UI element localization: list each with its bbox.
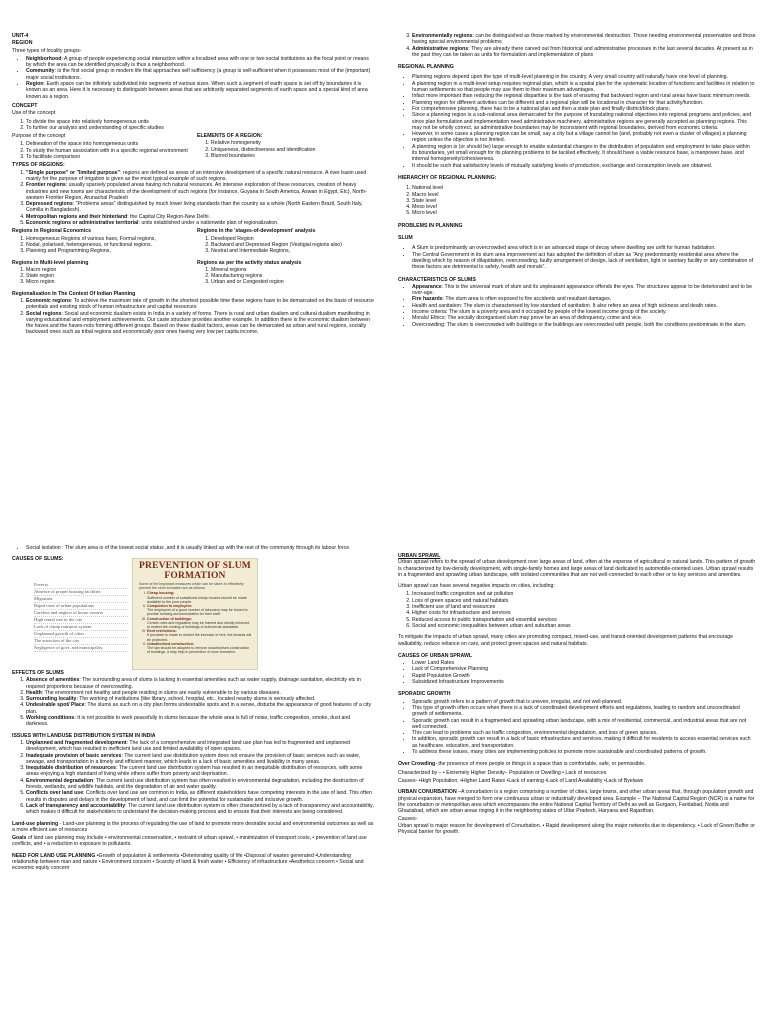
- list-item: 5. Reduced access to public transportation and essential services: [412, 617, 756, 623]
- list-item: 1. Absence of amenities: The surrounding area of slums is lacking in essential amenities such as water supply, drainage sanitation, electricity etc in required proportions because of overcrowding.: [26, 677, 374, 690]
- need-paragraph: NEED FOR LAND USE PLANNING •Growth of population & settlements •Deteriorating quality of life •Disposal of wastes generated •Understanding relationship between man and nature • Environment concern • Scarcity of land & fresh water • Efficiency of infrastructure •Aesthetics concern • Social and economic equity concern: [12, 852, 364, 872]
- list-item: • This can lead to problems such as traffic congestion, environmental degradation, and loss of green spaces.: [412, 730, 756, 736]
- list-item: Negligence of govt. and municipality.: [34, 645, 128, 652]
- list-item: V. Unauthorised construction: The law should be adopted to remove unauthorised construction of buildings, it may help in prevention of slum formation.: [147, 642, 253, 655]
- list-item: 4. Undesirable spot/ Place: The slums as such on a city plan forms undesirable spots and in a sense, disturbs the appearance of good features of a city plan.: [26, 702, 374, 715]
- list-item: • Overcrowding: The slum is overcrowded with buildings or the buildings are overcrowded with people, both the conditions predominate in the slum.: [412, 322, 756, 328]
- sprawl-paragraph-1: Urban sprawl refers to the spread of urban development over large areas of land, often at the expense of agricultural or natural lands. This pattern of growth is characterized by low-density development, with single-family homes and large areas of land dedicated to automobile-oriented uses. Urban sprawl results in a fragmented and sprawling urban landscape, with isolated communities that are not well-connected to each other or to key services and amenities.: [398, 559, 756, 578]
- unit-title: UNIT-4: [12, 33, 29, 39]
- list-item: I. Cheap housing: Sufficient number of subsidized cheap houses should be made available to the poor people.: [147, 591, 253, 604]
- list-item: 1. National level: [412, 185, 756, 191]
- column-bottom-left-2: [12, 670, 374, 874]
- list-item: 2. Uniqueness, distinctiveness and identification: [211, 147, 374, 153]
- list-item: 3. To facilitate comparison: [26, 154, 189, 160]
- column-top-right: [398, 33, 756, 330]
- list-item: 5. Working conditions: It is not possible to work peacefully in slums because the whole area is full of noise, traffic congestion, smoke, dust and darkness.: [26, 715, 374, 728]
- list-item: 1. Delineation of the space into homogeneous units: [26, 141, 189, 147]
- regions-econ-list: [12, 236, 189, 255]
- overcrowding-characteristics: Characterized by – • Extremely Higher Density– Population or Dwelling • Lack of resources: [398, 769, 607, 776]
- column-bottom-right: [398, 553, 756, 837]
- prevention-list: [137, 591, 253, 654]
- prevention-title: PREVENTION OF SLUM FORMATION: [139, 561, 251, 581]
- list-item: 1. Increased traffic congestion and air pollution: [412, 591, 756, 597]
- regions-row-1: [12, 228, 374, 256]
- list-item: • A planning region in a multi-level setup requires regional plan, which is a spatial plan for the systematic location of functions and facilities in relation to human settlements so that people may use them to their maximum advantages.: [412, 81, 756, 94]
- problems-heading: PROBLEMS IN PLANNING: [398, 222, 463, 229]
- list-item: II. Compulsion to employers: The employers of a good number of labourers may be forced to provide housing accommodation for their staff.: [147, 604, 253, 617]
- goals-paragraph: Goals of land use planning may include • environmental conservation, • restraint of urban sprawl, • minimization of transport costs, • prevention of land use conflicts, and • a reduction in exposure to pollutants.: [12, 835, 367, 848]
- effects-list: [12, 677, 374, 727]
- list-item: 5. Economic regions or administrative territorial: units established under a nationwide plan of regionalization.: [26, 220, 374, 226]
- list-item: 4. Meso level: [412, 204, 756, 210]
- region-heading: REGION: [12, 40, 33, 47]
- regions-stages-list: [197, 236, 374, 255]
- list-item: • Infact more important than reducing the regional disparities is the task of ensuring that backward region and rural areas have basic minimum needs.: [412, 93, 756, 99]
- list-item: • Lower Land Rates: [412, 660, 756, 666]
- sprawl-paragraph-3: To mitigate the impacts of urban sprawl, many cities are promoting compact, mixed-use, and transit-oriented development patterns that encourage walkability, reduce reliance on cars, and protect green spaces and natural habitats.: [398, 634, 734, 647]
- list-item: IV. Rent restrictions: If provision is made to restrict the increase of rent, the tenants will be protected.: [147, 629, 253, 642]
- list-item: 3. Neutral and Intermediate Regions,: [211, 248, 374, 254]
- list-item: • Planning region for different activities can be different and a regional plan will be locational in character for that activity/function.: [412, 100, 756, 106]
- regions-stages-heading: Regions in the 'stages-of-development' analysis: [197, 228, 316, 235]
- column-top-left: [12, 33, 374, 338]
- hier-heading: HIERARCHY OF REGIONAL PLANNING:: [398, 174, 497, 181]
- list-item: 4. Higher costs for infrastructure and services: [412, 610, 756, 616]
- list-item: 2. To further our analysis and understanding of specific studies: [26, 125, 186, 131]
- list-item: • Social isolation : The slum area is of the lowest social status ,and it is usually linked up with the rest of the community through its labour force.: [26, 545, 374, 551]
- list-item: 3. State level: [412, 198, 756, 204]
- list-item: 1. Unplanned and fragmented development: The lack of a comprehensive and integrated land use plan has led to fragmented and unplanned development, which has resulted in inefficient land use and limited availability of open spaces.: [26, 740, 374, 753]
- list-item: • It should be such that satisfactory levels of mutually satisfying levels of production, exchange and consumption levels are obtained.: [412, 163, 756, 169]
- list-item: • Income criteria: The slum is a poverty area and it occupied by people of the lowest income group of the society.: [412, 309, 756, 315]
- list-item: Migration: [34, 596, 128, 603]
- list-item: 3. Depressed regions: "Problems areas" distinguished by much lower living standards than the country as a whole (North Eastern Brazil, South Italy, Comilla in Bangladesh).: [26, 201, 374, 214]
- regions-multi-list: [12, 267, 189, 286]
- causes-of-slums-figure: [34, 582, 128, 652]
- purpose-list: [12, 141, 189, 160]
- list-item: • Health and sanitation: The slum is characterised by low standard of sanitation. It also refers an area of high sickness and death rates.: [412, 303, 756, 309]
- list-item: 3. Urban and or Congested region: [211, 279, 374, 285]
- list-item: 1. Homogeneous Regions of various hues, Formal regions,: [26, 236, 189, 242]
- list-item: 5. Conflicts over land use: Conflicts over land use are common in India, as different stakeholders have competing interests in the use of land. This often results in disputes and delays in the development of land, and can limit the potential for sustainable and inclusive growth.: [26, 790, 374, 803]
- list-item: 4. Administrative regions: They are already there carved out from historical and administrative processes in the last several decades. At present as in the past they can be taken as units for formulation and implementation of plans: [412, 46, 756, 59]
- list-item: 2. Inadequate provision of basic services: The current land use distribution system does not ensure the provision of basic services such as water, sewage, and transportation in a timely and efficient manner, which leads to a lack of basic amenities and livability in many areas.: [26, 753, 374, 766]
- list-item: • For comprehensive planning, there has to be a national plan and then a state plan and finally district/block plans.: [412, 106, 756, 112]
- list-item: • Sporadic growth can result in a fragmented and sprawling urban landscape, with a mix of residential, commercial, and industrial areas that are not well connected.: [412, 718, 756, 731]
- list-item: 1. To divide the space into relatively homogeneous units: [26, 119, 186, 125]
- list-item: 4. Environmental degradation: The current land use distribution system has often resulted in environmental degradation, including the destruction of forests, wetlands, and wildlife habitats, and the degradation of air and water quality.: [26, 778, 374, 791]
- list-item: 2. Loss of green spaces and natural habitats: [412, 598, 756, 604]
- social-isolation-list: [12, 545, 374, 551]
- elements-heading: ELEMENTS OF A REGION:: [197, 133, 263, 140]
- list-item: 1. Developed Region: [211, 236, 374, 242]
- list-item: • Lack of Comprehensive Planning: [412, 666, 756, 672]
- causes-heading: CAUSES OF SLUMS:: [12, 556, 64, 563]
- list-item: 3. Inefficient use of land and resources: [412, 604, 756, 610]
- list-item: 1. Macro region: [26, 267, 189, 273]
- regionalisation-heading: Regionalisation In The Context Of Indian Planning: [12, 290, 136, 297]
- list-item: Absence of proper housing facilities: [34, 589, 128, 596]
- list-item: 3. Surrounding locality: The working of institutions (like library, school, hospital, etc., located nearby slums is seriously affected.: [26, 696, 374, 702]
- list-item: 3. Planning and Programming Regions,: [26, 248, 189, 254]
- region-intro: Three types of locality groups-: [12, 47, 82, 54]
- list-item: 2. Social regions: Social and economic dualism exists in India in a variety of forms. There is rural and urban dualism and cultural dualism manifesting in varying educational and employment achievements. Our caste structure provides another example. In addition there is the economic dualism between the haves and the haves-nots forming different groups. Based on these dualist factors, areas can be demarcated as urban and rural regions, socially backward ones such as tribal regions and economically poor ones having very low per capita income.: [26, 311, 374, 336]
- list-item: The attraction of the city: [34, 638, 128, 645]
- list-item: • Planning regions depend upon the type of multi-level planning in the country. A very small country will naturally have one level of planning.: [412, 74, 756, 80]
- regions-activity-heading: Regions as per the activity status analysis: [197, 259, 302, 266]
- list-item: 3. Micro region: [26, 279, 189, 285]
- list-item: 3. Inequitable distribution of resources: The current land use distribution system has resulted in an inequitable distribution of resources, with some areas enjoying a high standard of living while others suffer from poverty and deprivation.: [26, 765, 374, 778]
- types-list: [12, 170, 374, 227]
- regions-multi-heading: Regions in Multi-level planning: [12, 259, 89, 266]
- list-item: • Neighborhood: A group of people experiencing social interaction within a localized area with one or two social institutions as the focal point or means by which the area can be identified physically is thus a neighborhood.: [26, 56, 374, 69]
- effects-heading: EFFECTS OF SLUMS: [12, 670, 64, 676]
- list-item: 3. Blurred boundaries: [211, 153, 374, 159]
- list-item: Unplanned growth of cities: [34, 631, 128, 638]
- list-item: Poverty: [34, 582, 128, 589]
- list-item: • A Slum is predominantly an overcrowded area which is in an advanced stage of decay where dwelling are unfit for human habitation.: [412, 245, 756, 251]
- concept-use: Use of the concept: [12, 110, 56, 117]
- list-item: 1. Relative homogeneity: [211, 140, 374, 146]
- list-item: • The Central Government in its slum area improvement act has adopted the definition of slum as "Any predominantly residential area where the dwelling which by reason of dilapidation, overcrowding, faulty arrangement of design, lack of ventilation, light or sanitary facility or any combination of these factors are detrimental to safety, health and morals".: [412, 252, 756, 271]
- list-item: 1. Mineral regions: [211, 267, 374, 273]
- region-list: [12, 56, 374, 100]
- rp-heading: REGIONAL PLANNING: [398, 64, 454, 71]
- landuse-paragraph: Land-use planning - Land-use planning is the process of regulating the use of land to promote more desirable social and environmental outcomes as well as a more efficient use of resources: [12, 820, 374, 833]
- char-heading: CHARACTERISTICS OF SLUMS: [398, 276, 476, 283]
- list-item: • Rapid Population Growth: [412, 673, 756, 679]
- list-item: 3. Environmentally regions: can be distinguished as those marked by environmental destruction. Those needing environmental preservation and those having special environmental problems: [412, 33, 756, 46]
- sprawl-causes-list: [398, 660, 756, 685]
- prevention-figure: [132, 558, 258, 670]
- list-item: 6. Social and economic inequalities between urban and suburban areas: [412, 623, 756, 629]
- list-item: • Since a planning region is a sub-national area demarcated for the purpose of translating national objectives into regional programs and policies, and since plan formulation and implementation need administrative machinery, administrative regions are generally accepted as planning regions. This may not be wholly correct, as administrative boundaries may be inconsistent with regional boundaries, derived from economic criteria.: [412, 112, 756, 131]
- list-item: • Appearance: This is the universal mark of slum and its unpleasant appearance offends the eyes. The structures appear to be deteriorated and to be over-age.: [412, 284, 756, 297]
- list-item: 1. "Single purpose" or "limited purpose": regions are defined as areas of an intensive development of a specific natural resource. A river basin used mainly for the purpose of irrigation is given as the most typical example of such regions.: [26, 170, 374, 183]
- list-item: • To address these issues, many cities are implementing policies to promote more sustainable and coordinated patterns of growth.: [412, 749, 756, 755]
- sprawl-list: [398, 591, 756, 629]
- list-item: 4. Metropolitan regions and their hinterland: the Capital City Region-New Delhi.: [26, 214, 374, 220]
- list-item: • In addition, sporadic growth can result in a lack of basic infrastructure and services, making it difficult for residents to access essential services such as healthcare, education, and transportation.: [412, 736, 756, 749]
- sprawl-paragraph-2: Urban sprawl can have several negative impacts on cities, including:: [398, 583, 555, 590]
- concept-heading: CONCEPT: [12, 102, 38, 109]
- purpose-elements-row: [12, 133, 374, 162]
- list-item: 6. Lack of transparency and accountability: The current land use distribution system is often characterized by a lack of transparency and accountability, which makes it difficult for stakeholders to understand the decision-making process and to ensure that their interests are being considered.: [26, 803, 374, 816]
- list-item: 5. Micro level: [412, 210, 756, 216]
- regionalisation-list: [12, 298, 374, 336]
- list-item: 2. State region: [26, 273, 189, 279]
- list-item: • A planning region is (or should be) large enough to enable substantial changes in the distribution of population and employment to take place within its boundaries, yet small enough for its planning problems to be tackled effectively. It should have a viable resource base, a manpower base, and internal homogeneity/cohesiveness.: [412, 144, 756, 163]
- list-item: • Community: is the first social group in modern life that approaches self sufficiency (a group is self-sufficient when it possesses most of the (important) major social institutions.: [26, 68, 374, 81]
- slum-heading: SLUM: [398, 235, 413, 242]
- list-item: High rental rate in the city: [34, 617, 128, 624]
- list-item: 2. Health: The environment not healthy and people residing in slums are easily vulnerable to by various diseases.: [26, 690, 374, 696]
- slum-list: [398, 245, 756, 270]
- list-item: Careless and neglect of house owners: [34, 610, 128, 617]
- list-item: • This type of growth often occurs when there is a lack of coordinated development efforts and regulations, leading to random and uncoordinated growth of settlements.: [412, 705, 756, 718]
- sporadic-list: [398, 699, 756, 756]
- list-item: 2. Macro level: [412, 192, 756, 198]
- sprawl-causes-heading: CAUSES OF URBAN SPRAWL: [398, 652, 473, 659]
- sprawl-heading: URBAN SPRAWL: [398, 553, 441, 559]
- types-heading: TYPES OF REGIONS:: [12, 162, 65, 169]
- list-item: 2. To study the human association with in a specific regional environment: [26, 148, 189, 154]
- list-item: 2. Nodal, polarised, heterogeneous, or functional regions.: [26, 242, 189, 248]
- list-item: • Fire hazards: The slum area is often exposed to fire accidents and resultant damages.: [412, 296, 756, 302]
- list-item: 2. Frontier regions: usually sparsely populated areas having rich natural resources. An intensive exploration of these resources, creation of heavy industries and new towns are characteristic of the development of such regions (for instance, Guyana in South America, Aswan in Egypt, Etc), North-western Frontier Region, Arunachal Pradesh: [26, 182, 374, 201]
- hier-list: [398, 185, 756, 216]
- overcrowding-causes: Causes- •High Population; •Higher Land Rates •Lack of earning •Lack of Land Availability •Lack of Byelaws: [398, 777, 644, 784]
- prevention-intro: Some of the important measures which can be taken to effectively prevent the slum formation are as follows:: [139, 582, 244, 591]
- issues-heading: ISSUES WITH LANDUSE DISTRIBUTION SYSTEM IN INDIA: [12, 732, 156, 739]
- conurbation-causes: Urban sprawl is major reason for development of Conurbation. • Rapid development along the major networks due to dependency. • Lack of Green Buffer or Physical barrier for growth.: [398, 822, 755, 835]
- rp-list: [398, 74, 756, 168]
- list-item: 2. Backward and Depressed Region (Vestigial regions also): [211, 242, 374, 248]
- concept-list: [12, 119, 186, 132]
- regions-row-2: [12, 257, 374, 288]
- list-item: 1. Economic regions: To achieve the maximum rate of growth in the shortest possible time these regions have to be demarcated on the basis of resource potentials and existing stock of human infrastructure and capital resources: [26, 298, 374, 311]
- issues-list: [12, 740, 374, 816]
- conurbation-causes-label: Causes-: [398, 816, 418, 823]
- list-item: III. Construction of buildings: Certain rules and regulation may be framed and strictly enforced to restrict the coming of buildings of subnormal standards.: [147, 617, 253, 630]
- list-item: Rapid raise of urban populations: [34, 603, 128, 610]
- env-list: [398, 33, 756, 58]
- list-item: • However, in some cases a planning region can be small, say a city but a village cannot be (and, probably not even a cluster of villages) a planning region unless the objective is too limited.: [412, 131, 756, 144]
- list-item: • Morals/ Ethics: The socially disorganised slum may prove be an area of delinquency, crime and vice.: [412, 315, 756, 321]
- list-item: • Sporadic growth refers to a pattern of growth that is uneven, irregular, and not well-planned.: [412, 699, 756, 705]
- purpose-heading: Purpose of the concept: [12, 133, 66, 140]
- list-item: • Region: Earth space can be infinitely subdivided into segments of various sizes. When such a segment of earth space is set off by boundaries it is known as an area. Here it is necessary to distinguish between areas that are arbitrarily separated segments of earth space and a special kind of area known as a region.: [26, 81, 374, 100]
- sporadic-heading: SPORADIC GROWTH: [398, 691, 451, 698]
- conurbation-paragraph: URBAN CONURBATION –A conurbation is a region comprising a number of cities, large towns, and other urban areas that, through population growth and physical expansion, have merged to form one continuous urban or industrially developed area. Example – The National Capital Region (NCR) is a name for the conurbation or metropolitan area which encompasses the entire National Capital Territory of Delhi as well as Gurgaon, Faridabad, Noida and Ghaziabad, which are urban areas ringing it in the neighboring states of Uttar Pradesh, Haryana and Rajasthan.: [398, 789, 755, 815]
- char-list: [398, 284, 756, 328]
- overcrowding-paragraph: Over Crowding- the presence of more people or things in a space than is comfortable, safe, or permissible.: [398, 761, 646, 768]
- regions-econ-heading: Regions in Regional Economics: [12, 228, 91, 235]
- list-item: 2. Manufacturing regions: [211, 273, 374, 279]
- elements-list: [197, 140, 374, 159]
- regions-activity-list: [197, 267, 374, 286]
- list-item: Lack of cheap transport system: [34, 624, 128, 631]
- list-item: • Subsidized Infrastructure Improvements: [412, 679, 756, 685]
